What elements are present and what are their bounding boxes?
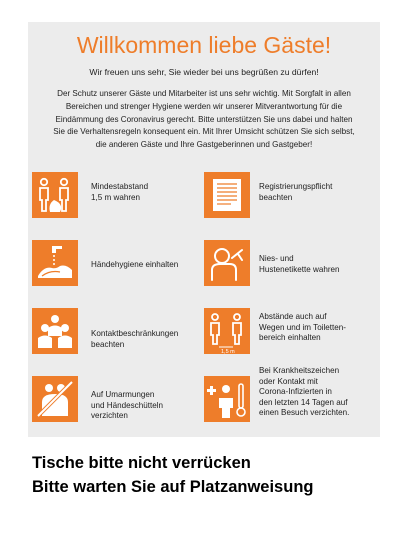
rule-text-walkway: Abstände auch auf Wegen und im Toiletten- bereich einhalten xyxy=(259,312,346,343)
poster-title: Willkommen liebe Gäste! xyxy=(76,32,332,58)
registration-form-icon xyxy=(204,172,250,218)
intro-line: Eindämmung des Coronavirus gerecht. Bitte unterstützen Sie uns dabei und halten xyxy=(55,114,353,124)
poster-subtitle: Wir freuen uns sehr, Sie wieder bei uns begrüßen zu dürfen! xyxy=(89,67,319,77)
intro-line: die anderen Gäste und Ihre Gastgeberinnen und Gastgeber! xyxy=(95,140,313,150)
sneeze-elbow-icon xyxy=(204,240,250,286)
intro-line: Der Schutz unserer Gäste und Mitarbeiter ist uns sehr wichtig. Mit Sorgfalt in allen xyxy=(57,89,351,98)
intro-line: Bereichen und strenger Hygiene werden wir unserer Mitverantwortung für die xyxy=(65,101,343,111)
thermometer-sick-icon xyxy=(204,376,250,422)
distance-icon xyxy=(32,172,78,218)
handwashing-icon xyxy=(32,240,78,286)
footer-line: Bitte warten Sie auf Platzanweisung xyxy=(32,478,314,496)
rule-text-sneeze: Nies- und Hustenetikette wahren xyxy=(259,254,340,274)
distance-marker-text: 1,5 m xyxy=(221,349,235,354)
rule-text-no-hug: Auf Umarmungen und Händeschütteln verzichten xyxy=(91,390,163,421)
rule-text-handwashing: Händehygiene einhalten xyxy=(91,260,179,269)
rule-text-distance: Mindestabstand 1,5 m wahren xyxy=(91,182,149,202)
rule-text-contact: Kontaktbeschränkungen beachten xyxy=(91,329,179,349)
distance-walkway-icon xyxy=(204,308,250,354)
group-contact-icon xyxy=(32,308,78,354)
footer-line: Tische bitte nicht verrücken xyxy=(32,454,251,472)
welcome-poster xyxy=(28,22,380,437)
rule-text-sickness: Bei Krankheitszeichen oder Kontakt mit Corona-Infizierten in den letzten 14 Tagen auf einen Besuch verzichten. xyxy=(259,366,350,418)
intro-line: Sie die Verhaltensregeln konsequent ein. Mit Ihrer Umsicht schützen Sie sich selbst, xyxy=(53,127,355,137)
rule-text-registration: Registrierungspflicht beachten xyxy=(259,182,333,202)
no-hug-icon xyxy=(32,376,78,422)
intro-paragraph xyxy=(32,88,376,152)
